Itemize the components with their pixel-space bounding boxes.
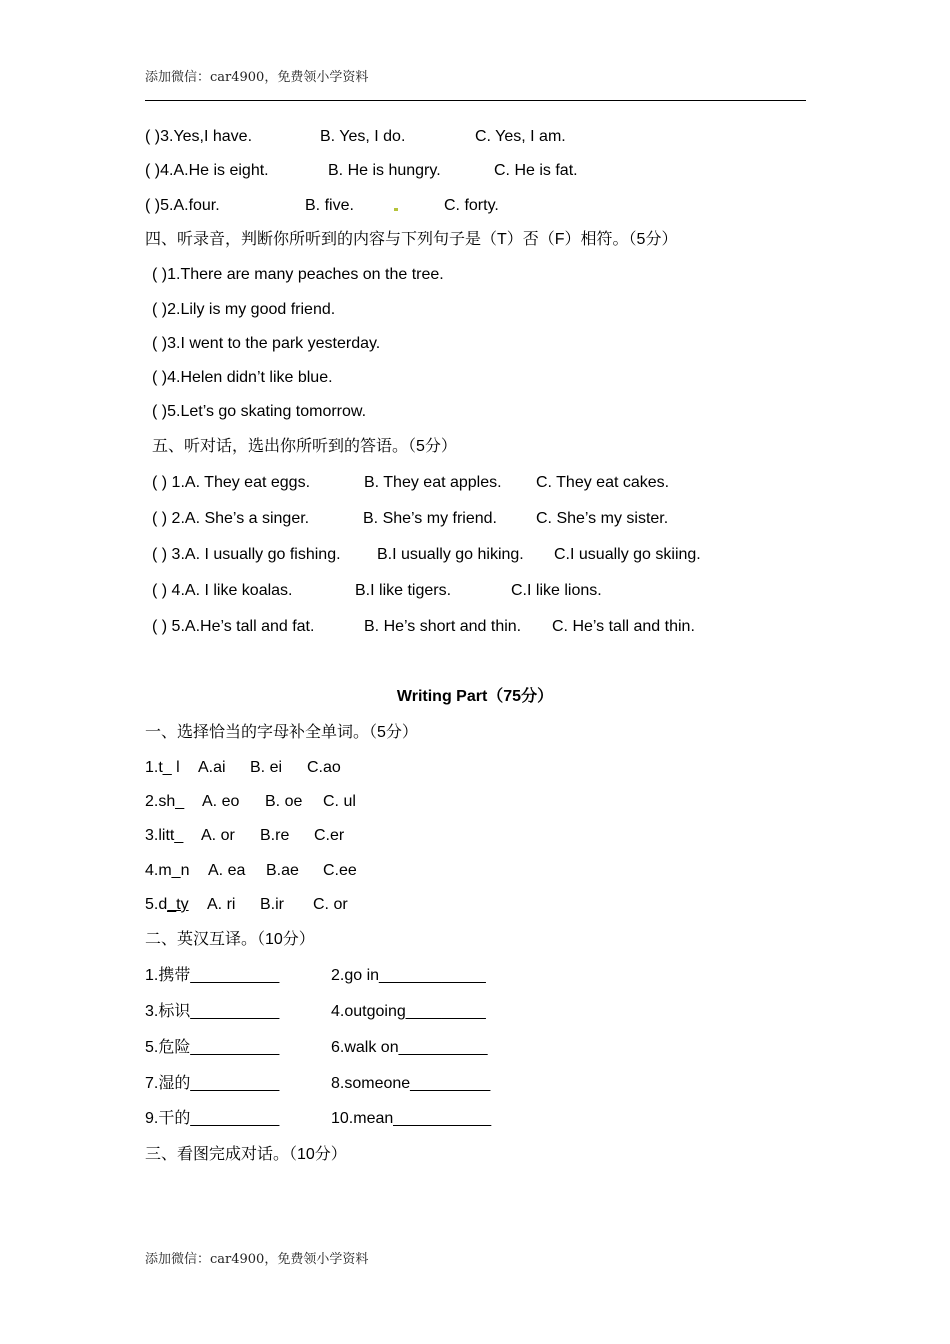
translate-item: 8.someone_________ xyxy=(331,1075,491,1092)
section4-heading: 四、听录音，判断你所听到的内容与下列句子是（T）否（F）相符。（5分） xyxy=(145,231,678,248)
section5-item-5-option-c: C. He’s tall and thin. xyxy=(552,618,695,635)
section5-item-5-option-b: B. He’s short and thin. xyxy=(364,618,522,635)
letter-item-2-option-a: A. eo xyxy=(202,793,240,810)
part3-item-4-option-b: B. He is hungry. xyxy=(328,162,441,179)
letter-item-5-option-c: C. or xyxy=(313,896,348,913)
letter-item-5-word-prefix: 5.d xyxy=(145,896,168,913)
part3-item-5-option-c: C. forty. xyxy=(444,197,499,214)
letter-item-5-option-a: A. ri xyxy=(207,896,236,913)
part3-item-3-option-b: B. Yes, I do. xyxy=(320,128,406,145)
section5-item-3-question: ( ) 3.A. I usually go fishing. xyxy=(152,546,341,563)
letter-item-5-word xyxy=(145,895,189,915)
translate-item: 7.湿的__________ xyxy=(145,1075,280,1092)
section4-item: ( )4.Helen didn’t like blue. xyxy=(152,369,333,386)
section5-item-3-option-c: C.I usually go skiing. xyxy=(554,546,701,563)
section5-heading: 五、听对话，选出你所听到的答语。（5分） xyxy=(152,438,457,455)
writing-sec2-heading: 二、英汉互译。（10分） xyxy=(145,931,315,948)
letter-item-3-word: 3.litt_ xyxy=(145,827,184,844)
section4-item: ( )3.I went to the park yesterday. xyxy=(152,335,381,352)
letter-item-3-option-b: B.re xyxy=(260,827,290,844)
translate-item: 9.干的__________ xyxy=(145,1110,280,1127)
translate-item: 1.携带__________ xyxy=(145,967,280,984)
writing-part-title: Writing Part（75分） xyxy=(396,688,554,705)
writing-sec1-heading: 一、选择恰当的字母补全单词。（5分） xyxy=(145,724,418,741)
letter-item-1-option-a: A.ai xyxy=(198,759,226,776)
section5-item-2-option-c: C. She’s my sister. xyxy=(536,510,669,527)
section5-item-1-question: ( ) 1.A. They eat eggs. xyxy=(152,474,311,491)
letter-item-4-option-c: C.ee xyxy=(323,862,357,879)
translate-item: 3.标识__________ xyxy=(145,1003,280,1020)
header-divider xyxy=(145,100,806,101)
section5-item-4-question: ( ) 4.A. I like koalas. xyxy=(152,582,293,599)
letter-item-1-option-b: B. ei xyxy=(250,759,283,776)
letter-item-2-word: 2.sh_ xyxy=(145,793,185,810)
part3-item-3-option-c: C. Yes, I am. xyxy=(475,128,566,145)
section4-item: ( )2.Lily is my good friend. xyxy=(152,301,336,318)
section5-item-2-option-b: B. She’s my friend. xyxy=(363,510,497,527)
translate-item: 10.mean___________ xyxy=(331,1110,492,1127)
letter-item-2-option-c: C. ul xyxy=(323,793,356,810)
section5-item-5-question: ( ) 5.A.He’s tall and fat. xyxy=(152,618,315,635)
letter-item-4-option-a: A. ea xyxy=(208,862,246,879)
letter-item-3-option-a: A. or xyxy=(201,827,235,844)
section5-item-4-option-c: C.I like lions. xyxy=(511,582,602,599)
letter-item-5-word-blank: _ty xyxy=(167,896,189,913)
letter-item-1-word: 1.t_ l xyxy=(145,759,180,776)
stray-dot xyxy=(394,208,398,211)
section5-item-1-option-b: B. They eat apples. xyxy=(364,474,502,491)
part3-item-4-option-c: C. He is fat. xyxy=(494,162,578,179)
part3-item-4-question: ( )4.A.He is eight. xyxy=(145,162,269,179)
translate-item: 4.outgoing_________ xyxy=(331,1003,486,1020)
letter-item-3-option-c: C.er xyxy=(314,827,345,844)
letter-item-2-option-b: B. oe xyxy=(265,793,303,810)
translate-item: 6.walk on__________ xyxy=(331,1039,488,1056)
translate-item: 5.危险__________ xyxy=(145,1039,280,1056)
part3-item-5-question: ( )5.A.four. xyxy=(145,197,220,214)
section5-item-1-option-c: C. They eat cakes. xyxy=(536,474,670,491)
section5-item-4-option-b: B.I like tigers. xyxy=(355,582,452,599)
page-header: 添加微信：car4900，免费领小学资料 xyxy=(145,70,369,85)
section4-item: ( )1.There are many peaches on the tree. xyxy=(152,266,444,283)
page-footer: 添加微信：car4900，免费领小学资料 xyxy=(145,1252,369,1267)
letter-item-1-option-c: C.ao xyxy=(307,759,341,776)
writing-sec3-heading: 三、看图完成对话。（10分） xyxy=(145,1146,347,1163)
letter-item-5-option-b: B.ir xyxy=(260,896,284,913)
part3-item-3-question: ( )3.Yes,I have. xyxy=(145,128,253,145)
translate-item: 2.go in____________ xyxy=(331,967,486,984)
letter-item-4-option-b: B.ae xyxy=(266,862,299,879)
section5-item-2-question: ( ) 2.A. She’s a singer. xyxy=(152,510,310,527)
part3-item-5-option-b: B. five. xyxy=(305,197,354,214)
section5-item-3-option-b: B.I usually go hiking. xyxy=(377,546,524,563)
letter-item-4-word: 4.m_n xyxy=(145,862,190,879)
section4-item: ( )5.Let’s go skating tomorrow. xyxy=(152,403,367,420)
